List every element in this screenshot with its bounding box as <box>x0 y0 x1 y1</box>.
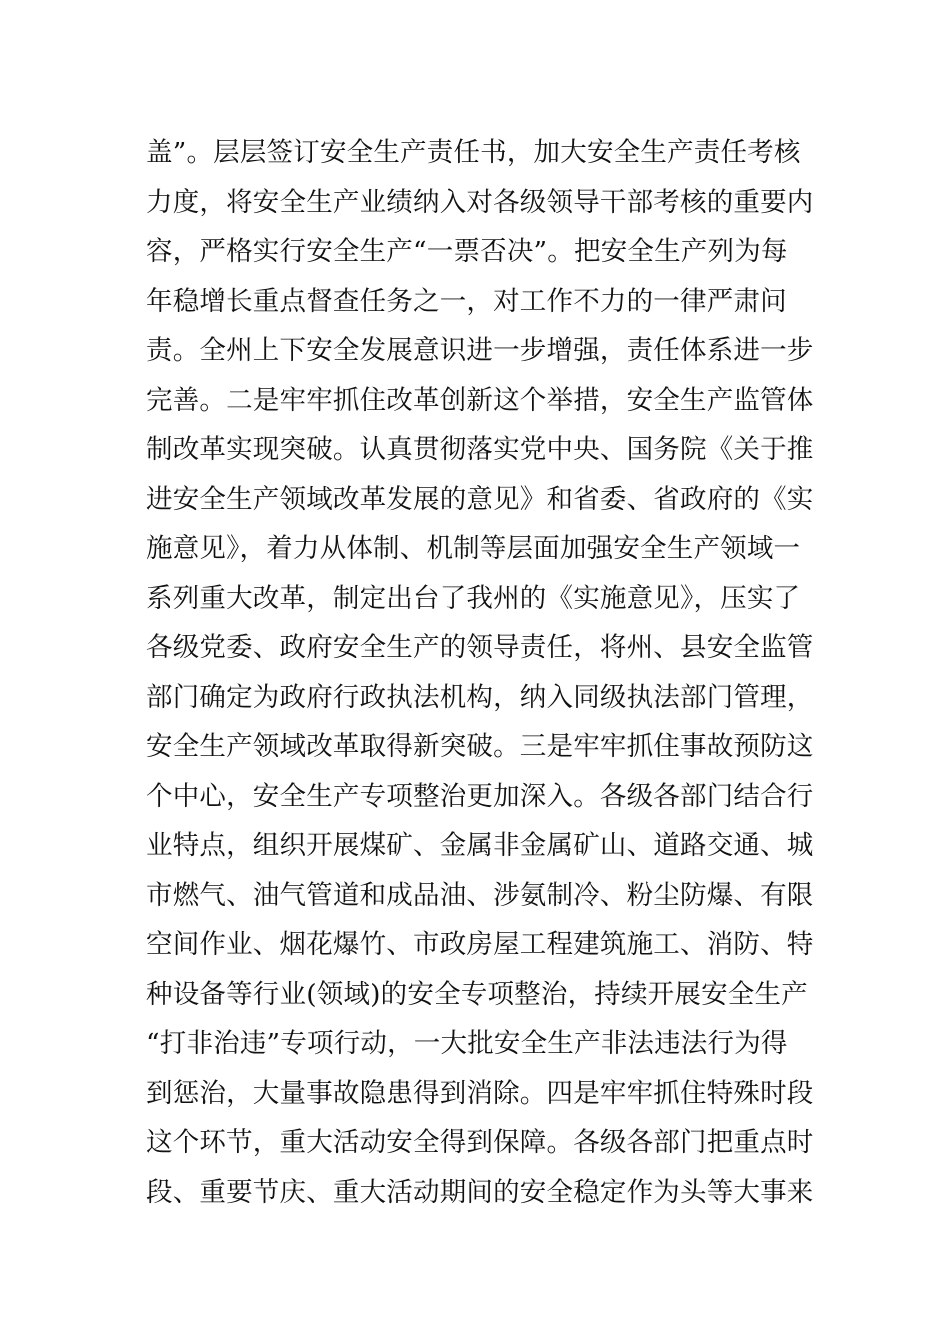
text-line: 盖”。层层签订安全生产责任书，加大安全生产责任考核 <box>146 137 801 168</box>
text-line: 种设备等行业(领域)的安全专项整治，持续开展安全生产 <box>146 978 808 1010</box>
text-line: 进安全生产领域改革发展的意见》和省委、省政府的《实 <box>146 483 814 515</box>
text-line: 责。全州上下安全发展意识进一步增强，责任体系进一步 <box>146 335 814 366</box>
text-line: 制改革实现突破。认真贯彻落实党中央、国务院《关于推 <box>146 434 814 465</box>
text-line: 年稳增长重点督查任务之一，对工作不力的一律严肃问 <box>146 285 787 317</box>
text-line: 力度，将安全生产业绩纳入对各级领导干部考核的重要内 <box>146 186 814 218</box>
text-line: 部门确定为政府行政执法机构，纳入同级执法部门管理， <box>146 681 814 713</box>
text-line: 容，严格实行安全生产“一票否决”。把安全生产列为每 <box>146 236 788 267</box>
text-line: 市燃气、油气管道和成品油、涉氨制冷、粉尘防爆、有限 <box>146 879 814 911</box>
text-line: 段、重要节庆、重大活动期间的安全稳定作为头等大事来 <box>146 1176 814 1208</box>
text-line: 业特点，组织开展煤矿、金属非金属矿山、道路交通、城 <box>146 830 814 861</box>
text-line: 空间作业、烟花爆竹、市政房屋工程建筑施工、消防、特 <box>146 929 814 960</box>
text-line: “打非治违”专项行动，一大批安全生产非法违法行为得 <box>146 1028 788 1059</box>
text-line: 到惩治，大量事故隐患得到消除。四是牢牢抓住特殊时段 <box>146 1077 814 1109</box>
body-text <box>146 128 814 1217</box>
text-line: 各级党委、政府安全生产的领导责任，将州、县安全监管 <box>146 632 814 663</box>
text-line: 系列重大改革，制定出台了我州的《实施意见》，压实了 <box>146 582 801 614</box>
text-line: 安全生产领域改革取得新突破。三是牢牢抓住事故预防这 <box>146 731 814 762</box>
text-line: 个中心，安全生产专项整治更加深入。各级各部门结合行 <box>146 780 814 812</box>
text-line: 完善。二是牢牢抓住改革创新这个举措，安全生产监管体 <box>146 384 814 416</box>
text-line: 这个环节，重大活动安全得到保障。各级各部门把重点时 <box>146 1127 814 1158</box>
text-line: 施意见》，着力从体制、机制等层面加强安全生产领域一 <box>146 533 801 564</box>
